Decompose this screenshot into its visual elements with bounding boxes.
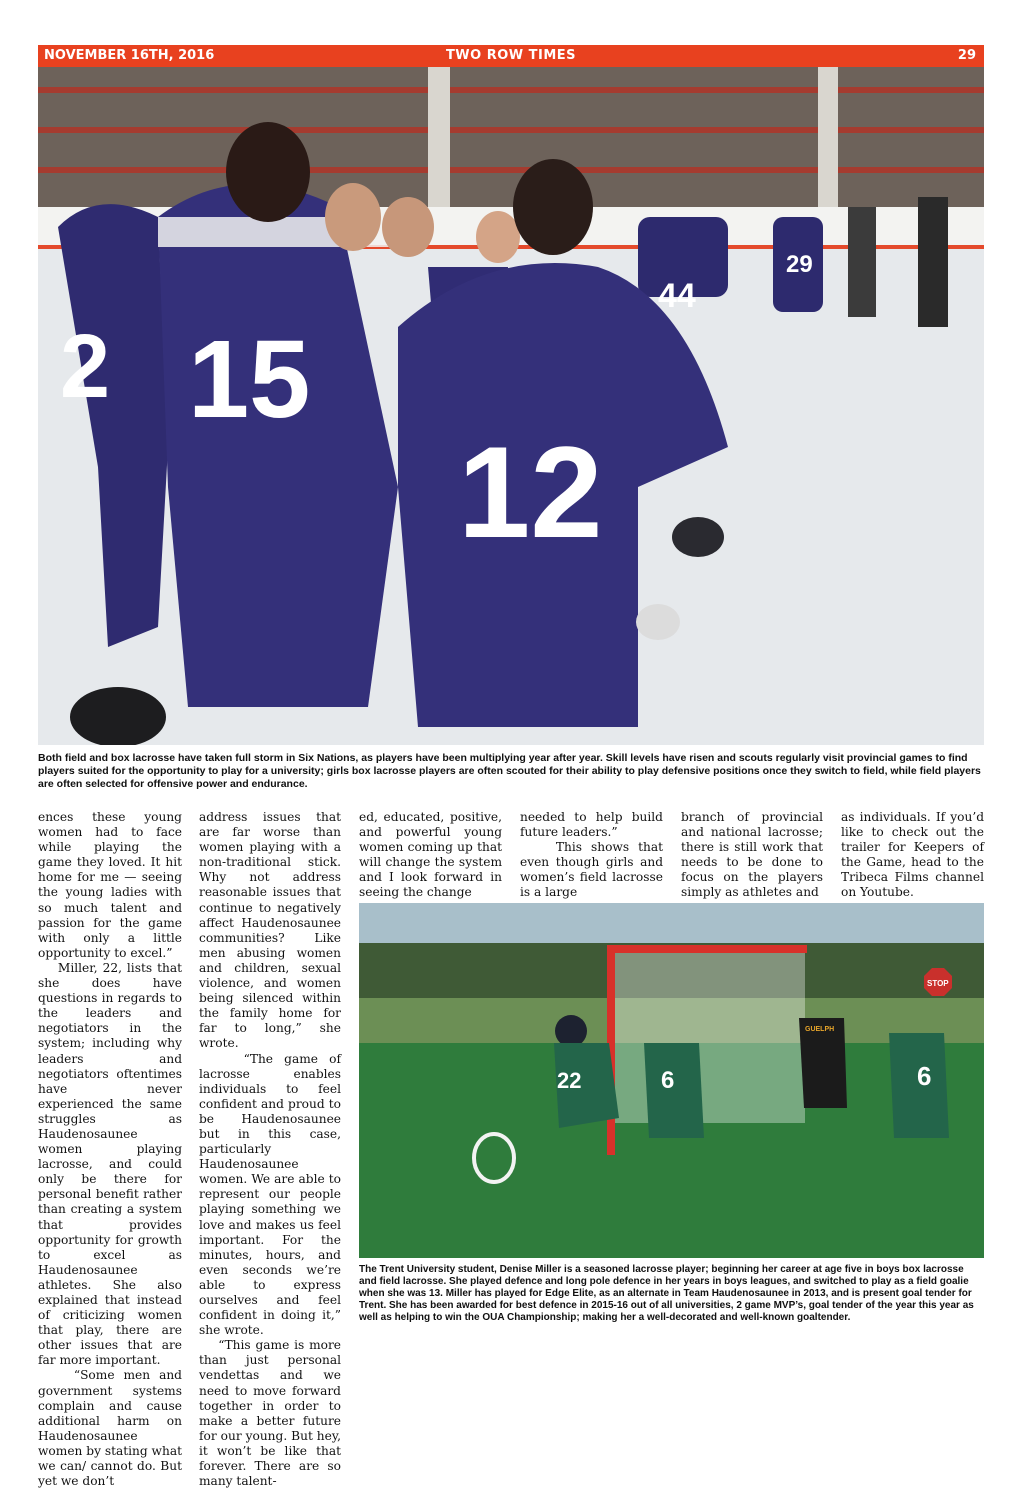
svg-text:12: 12 — [458, 419, 603, 565]
article-column-5: branch of provincial and national lacrosse; there is still work that needs to be done to focus on the players simply as athletes and — [681, 810, 827, 900]
svg-text:GUELPH: GUELPH — [805, 1026, 835, 1033]
svg-text:6: 6 — [917, 1061, 932, 1091]
article-column-6: as individuals. If you’d like to check out the trailer for Keepers of the Game, head to the Tribeca Films channel on Youtube. — [841, 810, 988, 900]
article-column-3: ed, educated, positive, and powerful young women coming up that will change the system and I look forward in seeing the change — [359, 810, 506, 900]
svg-text:6: 6 — [661, 1067, 675, 1094]
field-lacrosse-goalie-photo — [359, 903, 984, 1258]
svg-text:2: 2 — [60, 317, 111, 417]
svg-text:15: 15 — [188, 318, 311, 441]
photo-caption-1: Both field and box lacrosse have taken full storm in Six Nations, as players have been multiplying year after year. Skill levels have risen and scouts regularly visit provincial games to find players suited for the opportunity to play for a university; girls box lacrosse players are often scouted for their ability to play defensive positions once they switch to field, while field players are often selected for offensive power and endurance. — [38, 752, 981, 790]
article-column-1: ences these young women had to face while playing the game they loved. It hit home for me — seeing the young ladies with so much talent and passion for the game with only a little opportunity to excel.” Miller, 22, lists that she does have questions in regards to the leaders and negotiators in the system; including why leaders and negotiators oftentimes have never experienced the same struggles as Haudenosaunee women playing lacrosse, and could only be there for personal benefit rather than creating a system that provides opportunity for growth to excel as Haudenosaunee athletes. She also explained that instead of criticizing women that play, there are other issues that are far more important. “Some men and government systems complain and cause additional harm on Haudenosaunee women by stating what we can/ cannot do. But yet we don’t — [38, 810, 183, 1489]
article-column-2: address issues that are far worse than women playing with a non-traditional stick. Why not address reasonable issues that continue to negatively affect Haudenosaunee communities? Like men abusing women and children, sexual violence, and women being silenced within the family home for far to long,” she wrote. “The game of lacrosse enables individuals to feel confident and proud to be Haudenosaunee but in this case, particularly Haudenosaunee women. We are able to represent our people playing something we love and makes us feel important. For the minutes, hours, and even seconds we’re able to express ourselves and feel confident in doing it,” she wrote. “This game is more than just personal vendettas and we need to move forward together in order to make a better future for our young. But hey, it won’t be like that forever. There are so many talent- — [199, 810, 341, 1489]
photo-caption-2: The Trent University student, Denise Miller is a seasoned lacrosse player; beginning her career at age five in boys box lacrosse and field lacrosse. She played defence and long pole defence in her years in boys leagues, and switched to play as a field goalie when she was 13. Miller has played for Edge Elite, as an alternate in Team Haudenosaunee in 2013, and is present goal tender for Trent. She has been awarded for best defence in 2015-16 out of all universities, 2 game MVP’s, goal tender of the year this year as well as helping to win the OUA Championship; making her a well-decorated and well-known goaltender. — [359, 1264, 974, 1323]
article-column-4: needed to help build future leaders.” This shows that even though girls and women’s field lacrosse is a large — [520, 810, 664, 900]
page-number: 29 — [957, 48, 976, 63]
box-lacrosse-lineup-photo — [38, 67, 984, 745]
page-header — [38, 45, 984, 67]
svg-text:29: 29 — [786, 251, 813, 278]
issue-date: NOVEMBER 16TH, 2016 — [44, 48, 215, 63]
svg-text:22: 22 — [557, 1068, 582, 1093]
svg-text:STOP: STOP — [927, 979, 949, 988]
svg-text:44: 44 — [658, 277, 696, 315]
publication-name: TWO ROW TIMES — [445, 48, 577, 63]
